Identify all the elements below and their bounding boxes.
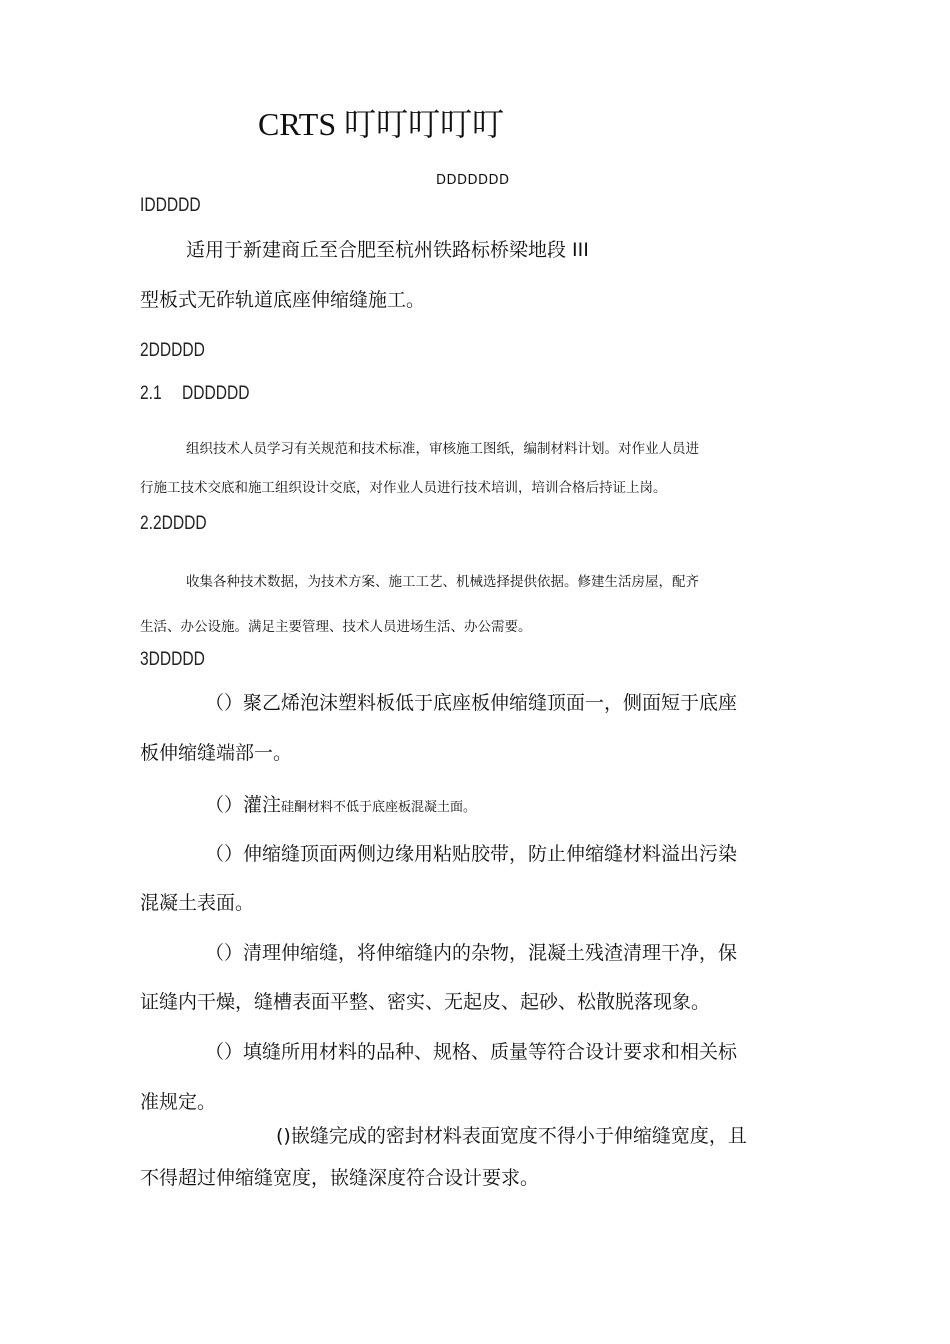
section-3-item-5-line-1: （）填缝所用材料的品种、规格、质量等符合设计要求和相关标 [205, 1041, 738, 1063]
section-2-2-line-2: 生活、办公设施。满足主要管理、技术人员进场生活、办公需要。 [140, 619, 532, 635]
section-2-2-line-1: 收集各种技术数据，为技术方案、施工工艺、机械选择提供依据。修建生活房屋，配齐 [186, 574, 699, 590]
section-3-item-2-tail: 硅酮材料不低于底座板混凝土面。 [281, 800, 477, 815]
section-3-item-5-line-2: 准规定。 [140, 1091, 217, 1113]
section-3-item-3-line-1: （）伸缩缝顶面两侧边缘用粘贴胶带，防止伸缩缝材料溢出污染 [205, 843, 738, 865]
section-1-line-2: 型板式无砟轨道底座伸缩缝施工。 [140, 289, 426, 311]
section-1-heading: IDDDDD [140, 195, 201, 216]
section-3-item-4-line-1: （）清理伸缩缝，将伸缩缝内的杂物，混凝土残渣清理干净，保 [205, 942, 738, 964]
section-2-1-heading-text: DDDDDD [182, 383, 250, 404]
section-3-item-4-line-2: 证缝内干燥，缝槽表面平整、密实、无起皮、起砂、松散脱落现象。 [140, 991, 711, 1013]
section-2-1-line-2: 行施工技术交底和施工组织设计交底，对作业人员进行技术培训，培训合格后持证上岗。 [140, 480, 667, 496]
document-subtitle: DDDDDDD [436, 173, 510, 188]
section-3-item-6-line-1: ()嵌缝完成的密封材料表面宽度不得小于伸缩缝宽度，且 [276, 1125, 747, 1147]
section-1-line-1: 适用于新建商丘至合肥至杭州铁路标桥梁地段 III [186, 239, 589, 261]
section-3-item-2-lead: （）灌注 [205, 794, 282, 816]
section-2-1-heading-number: 2.1 [140, 383, 162, 404]
section-2-2-heading: 2.2DDDD [140, 513, 207, 534]
document-title: CRTS 叮叮叮叮叮 [258, 106, 505, 142]
section-2-heading: 2DDDDD [140, 340, 205, 361]
section-3-item-1-line-1: （）聚乙烯泡沫塑料板低于底座板伸缩缝顶面一，侧面短于底座 [205, 692, 738, 714]
section-3-item-3-line-2: 混凝土表面。 [140, 892, 255, 914]
section-3-item-6-line-2: 不得超过伸缩缝宽度，嵌缝深度符合设计要求。 [140, 1167, 540, 1189]
section-3-item-2 [205, 796, 476, 815]
section-2-1-line-1: 组织技术人员学习有关规范和技术标准，审核施工图纸，编制材料计划。对作业人员进 [186, 441, 699, 457]
section-3-item-1-line-2: 板伸缩缝端部一。 [140, 742, 293, 764]
section-3-heading: 3DDDDD [140, 649, 205, 670]
